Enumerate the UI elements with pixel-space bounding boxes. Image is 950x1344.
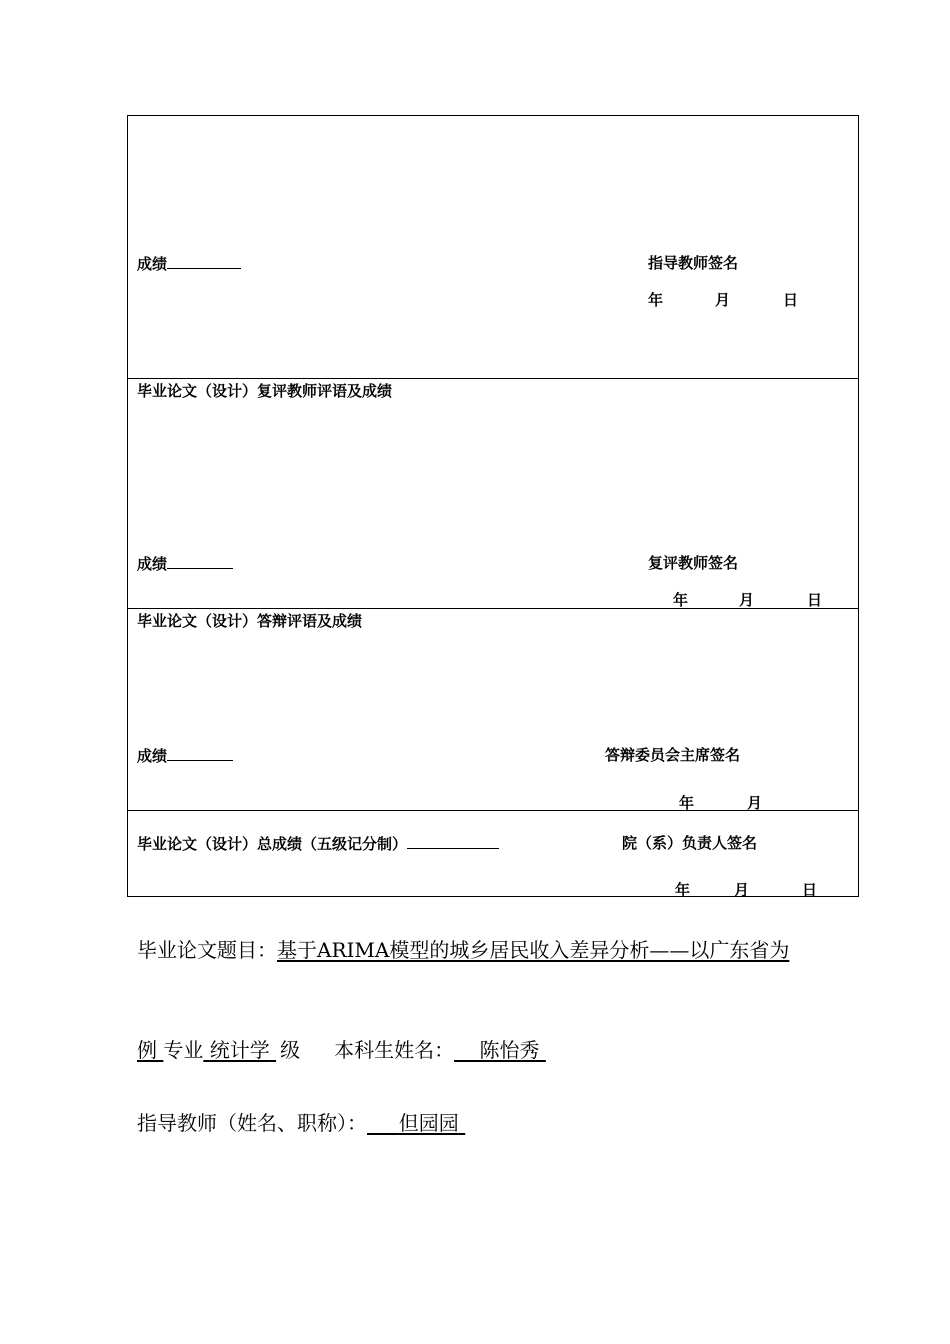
advisor-signature-label: 指导教师签名 [648,254,739,272]
date-year: 年 [679,794,695,812]
date-month: 月 [747,794,763,812]
thesis-title-line [137,937,789,963]
thesis-title-label: 毕业论文题目： [137,938,277,962]
student-name-value: 陈怡秀 [479,1038,540,1062]
total-heading: 毕业论文（设计）总成绩（五级记分制） [137,835,408,853]
date-month: 月 [715,291,731,309]
date-year: 年 [648,291,664,309]
date-year: 年 [675,881,691,899]
thesis-major-line [137,1037,546,1063]
class-label: 级 [280,1038,301,1062]
date-month: 月 [739,591,755,609]
grade-blank[interactable] [167,254,241,269]
date-day: 日 [807,591,823,609]
date-month: 月 [734,881,750,899]
defense-grade-field [137,746,233,765]
advisor-value: 但园园 [398,1111,459,1135]
divider [128,378,858,379]
grade-blank[interactable] [167,746,233,761]
reviewer-signature-label: 复评教师签名 [648,554,739,572]
grade-label: 成绩 [137,555,168,573]
total-grade-field [137,834,499,853]
date-day: 日 [783,291,799,309]
date-year: 年 [673,591,689,609]
grade-blank[interactable] [167,554,233,569]
major-label: 专业 [163,1038,204,1062]
advisor-grade-field [137,254,241,273]
dean-signature-label: 院（系）负责人签名 [622,834,758,852]
grade-label: 成绩 [137,255,168,273]
defense-heading: 毕业论文（设计）答辩评语及成绩 [137,612,363,630]
defense-signature-label: 答辩委员会主席签名 [605,746,741,764]
major-value: 统计学 [209,1038,270,1062]
advisor-line [137,1110,465,1136]
evaluation-form [127,115,859,897]
student-name-label: 本科生姓名： [334,1038,455,1062]
grade-blank[interactable] [407,834,499,849]
advisor-label: 指导教师（姓名、职称）： [137,1111,367,1135]
date-day: 日 [802,881,818,899]
reviewer-heading: 毕业论文（设计）复评教师评语及成绩 [137,382,393,400]
grade-label: 成绩 [137,747,168,765]
thesis-title-value: 基于ARIMA模型的城乡居民收入差异分析——以广东省为 [277,938,790,962]
reviewer-grade-field [137,554,233,573]
thesis-title-continued: 例 [137,1038,157,1062]
